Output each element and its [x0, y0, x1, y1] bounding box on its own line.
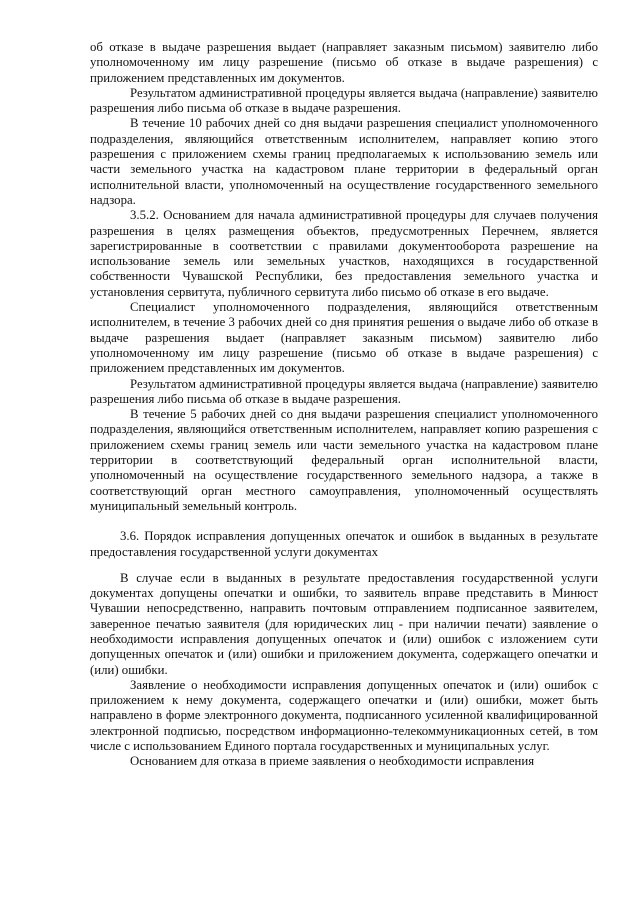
paragraph-10: Основанием для отказа в приеме заявления о необходимости исправления [130, 754, 535, 769]
paragraph-3: В течение 10 рабочих дней со дня выдачи разрешения специалист уполномоченного подразделения, являющийся ответственным исполнителем, направляет копию этого разрешения с приложением схемы границ предполагаемых к использованию земель или части земельного участка на кадастровом плане территории в федеральный орган исполнительной власти, уполномоченный на осуществление государственного земельного надзора. [90, 116, 598, 207]
paragraph-5: Специалист уполномоченного подразделения, являющийся ответственным исполнителем, в течение 3 рабочих дней со дня принятия решения о выдаче либо об отказе в выдаче разрешения выдает (направляет заказным письмом) заявителю либо уполномоченному им лицу разрешение (письмо об отказе в выдаче разрешения) с приложением представленных им документов. [90, 300, 598, 376]
document-page [90, 40, 598, 770]
paragraph-1: об отказе в выдаче разрешения выдает (направляет заказным письмом) заявителю либо уполномоченному им лицу разрешение (письмо об отказе в выдаче разрешения) с приложением представленных им документов. [90, 40, 598, 85]
paragraph-2: Результатом административной процедуры является выдача (направление) заявителю разрешения либо письма об отказе в выдаче разрешения. [90, 85, 598, 116]
paragraph-9: Заявление о необходимости исправления допущенных опечаток и (или) ошибок с приложением к нему документа, содержащего опечатки и (или) ошибки, может быть направлено в форме электронного документа, подписанного усиленной квалифицированной электронной подписью, посредством информационно-телекоммуникационных сетей, в том числе с использованием Единого портала государственных и муниципальных услуг. [90, 677, 598, 754]
section-heading: 3.6. Порядок исправления допущенных опечаток и ошибок в выданных в результате предоставления государственной услуги документах [90, 529, 598, 559]
paragraph-4: 3.5.2. Основанием для начала административной процедуры для случаев получения разрешения в целях размещения объектов, предусмотренных Перечнем, является зарегистрированные в соответствии с правилами документооборота разрешение на использование земель или земельных участков, находящихся в государственной собственности Чувашской Республики, без предоставления земельного участка и установления сервитута, публичного сервитута либо письмо об отказе в его выдаче. [90, 208, 598, 299]
paragraph-6: Результатом административной процедуры является выдача (направление) заявителю разрешения либо письма об отказе в выдаче разрешения. [90, 376, 598, 406]
paragraph-8: В случае если в выданных в результате предоставления государственной услуги документах допущены опечатки и ошибки, то заявитель вправе представить в Минюст Чувашии непосредственно, направить почтовым отправлением подписанное заявителем, заверенное печатью заявителя (для юридических лиц - при наличии печати) заявление о необходимости исправления допущенных опечаток и (или) ошибок с изложением сути допущенных опечаток и (или) ошибки и приложением документа, содержащего опечатки и (или) ошибки. [90, 570, 598, 677]
paragraph-7: В течение 5 рабочих дней со дня выдачи разрешения специалист уполномоченного подразделения, являющийся ответственным исполнителем, направляет копию разрешения с приложением схемы границ земель или части земельного участка на кадастровом плане территории в соответствующий федеральный орган исполнительной власти, уполномоченный на осуществление государственного земельного надзора, а также в соответствующий орган местного самоуправления, уполномоченный осуществлять муниципальный земельный контроль. [90, 407, 598, 513]
